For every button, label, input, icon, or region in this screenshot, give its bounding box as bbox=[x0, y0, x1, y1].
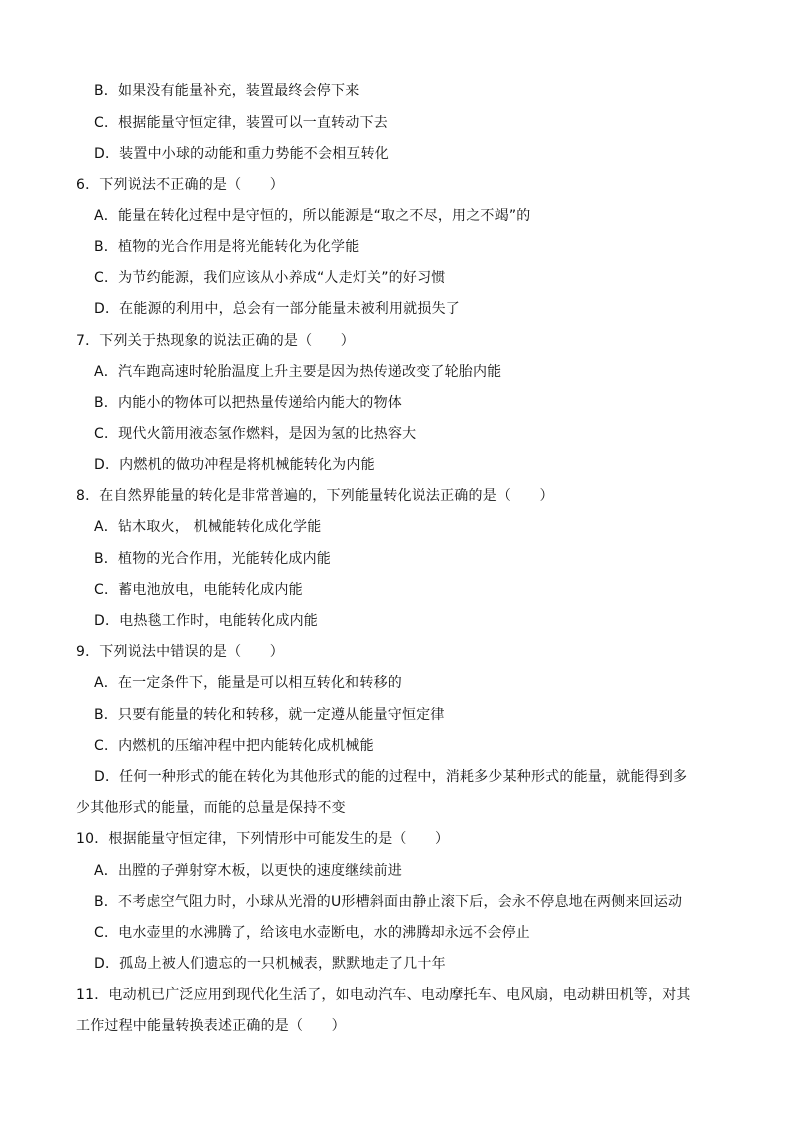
option-7d: D．内燃机的做功冲程是将机械能转化为内能 bbox=[94, 457, 375, 473]
question-11-continued: 工作过程中能量转换表述正确的是（ ） bbox=[76, 1018, 346, 1034]
option-6a: A．能量在转化过程中是守恒的，所以能源是“取之不尽，用之不竭”的 bbox=[94, 208, 531, 224]
option-9d-continued: 少其他形式的能量，而能的总量是保持不变 bbox=[76, 800, 346, 816]
question-6: 6．下列说法不正确的是（ ） bbox=[76, 177, 284, 193]
option-5b: B．如果没有能量补充，装置最终会停下来 bbox=[94, 83, 360, 99]
question-7: 7．下列关于热现象的说法正确的是（ ） bbox=[76, 333, 355, 349]
option-9d: D．任何一种形式的能在转化为其他形式的能的过程中，消耗多少某种形式的能量，就能得到多 bbox=[94, 769, 688, 785]
question-8: 8．在自然界能量的转化是非常普遍的，下列能量转化说法正确的是（ ） bbox=[76, 488, 554, 504]
option-8a: A．钻木取火， 机械能转化成化学能 bbox=[94, 519, 322, 535]
option-8c: C．蓄电池放电，电能转化成内能 bbox=[94, 582, 303, 598]
question-9: 9．下列说法中错误的是（ ） bbox=[76, 644, 284, 660]
option-6d: D．在能源的利用中，总会有一部分能量未被利用就损失了 bbox=[94, 301, 460, 317]
option-7a: A．汽车跑高速时轮胎温度上升主要是因为热传递改变了轮胎内能 bbox=[94, 364, 502, 380]
option-5d: D．装置中小球的动能和重力势能不会相互转化 bbox=[94, 146, 389, 162]
option-10a: A．出膛的子弹射穿木板，以更快的速度继续前进 bbox=[94, 863, 402, 879]
question-11: 11．电动机已广泛应用到现代化生活了，如电动汽车、电动摩托车、电风扇，电动耕田机等，对其 bbox=[76, 987, 691, 1003]
option-9b: B．只要有能量的转化和转移，就一定遵从能量守恒定律 bbox=[94, 707, 445, 723]
option-9c: C．内燃机的压缩冲程中把内能转化成机械能 bbox=[94, 738, 374, 754]
option-9a: A．在一定条件下，能量是可以相互转化和转移的 bbox=[94, 675, 402, 691]
option-7c: C．现代火箭用液态氢作燃料，是因为氢的比热容大 bbox=[94, 426, 417, 442]
option-6c: C．为节约能源，我们应该从小养成“人走灯关”的好习惯 bbox=[94, 270, 446, 286]
option-8b: B．植物的光合作用，光能转化成内能 bbox=[94, 551, 332, 567]
option-7b: B．内能小的物体可以把热量传递给内能大的物体 bbox=[94, 395, 403, 411]
option-10b: B．不考虑空气阻力时，小球从光滑的U形槽斜面由静止滚下后，会永不停息地在两侧来回运动 bbox=[94, 894, 683, 910]
option-6b: B．植物的光合作用是将光能转化为化学能 bbox=[94, 239, 360, 255]
option-10d: D．孤岛上被人们遗忘的一只机械表，默默地走了几十年 bbox=[94, 956, 446, 972]
option-5c: C．根据能量守恒定律，装置可以一直转动下去 bbox=[94, 115, 388, 131]
option-10c: C．电水壶里的水沸腾了，给该电水壶断电，水的沸腾却永远不会停止 bbox=[94, 925, 530, 941]
question-10: 10．根据能量守恒定律，下列情形中可能发生的是（ ） bbox=[76, 831, 450, 847]
option-8d: D．电热毯工作时，电能转化成内能 bbox=[94, 613, 318, 629]
